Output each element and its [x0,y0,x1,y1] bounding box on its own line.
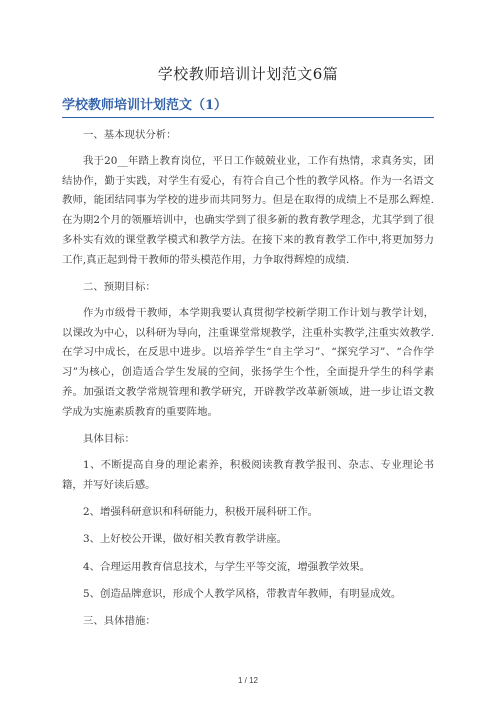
list-item-goal-5: 5、创造品牌意识，形成个人教学风格，带教青年教师，有明显成效。 [83,587,402,600]
section-heading: 学校教师培训计划范文（1） [62,97,434,118]
paragraph-specific-goals-heading: 具体目标： [83,433,135,446]
paragraph-expected-goals-heading: 二、预期目标： [83,281,156,294]
page-number: 1 / 12 [237,676,258,685]
document-body [62,126,434,638]
list-item-goal-4: 4、合理运用教育信息技术，与学生平等交流，增强教学效果。 [83,560,371,573]
paragraph-basic-status-heading: 一、基本现状分析： [83,129,177,141]
paragraph-expected-goals: 作为市级骨干教师，本学期我要认真贯彻学校新学期工作计划与教学计划，以课改为中心，以科研为导向，注重课堂常规教学，注重朴实教学,注重实效教学.在学习中成长，在反思中进步。以培养学生“自主学习”、“探究学习”、“合作学习”为核心，创造适合学生发展的空间，张扬学生个性，全面提升学生的科学素养。加强语文教学常规管理和教学研究，开辟教学改革新领域，进一步让语文教学成为实施素质教育的重要阵地。 [62,306,434,418]
document-title: 学校教师培训计划范文6篇 [157,65,339,83]
list-item-goal-3: 3、上好校公开课，做好相关教育教学讲座。 [83,533,288,546]
paragraph-measures-heading: 三、具体措施： [83,615,156,628]
list-item-goal-2: 2、增强科研意识和科研能力，积极开展科研工作。 [83,506,319,519]
list-item-goal-1: 1、不断提高自身的理论素养，积极阅读教育教学报刊、杂志、专业理论书籍，并写好读后感。 [62,458,434,491]
paragraph-basic-status: 我于20__年踏上教育岗位，平日工作兢兢业业，工作有热情，求真务实，团结协作，勤于实践，对学生有爱心，有符合自己个性的教学风格。作为一名语文教师，能团结同事为学校的进步而共同努力。但是在取得的成绩上不是那么辉煌.在为期2个月的领雁培训中，也确实学到了很多新的教育教学理念，尤其学到了很多朴实有效的课堂教学模式和教学方法。在接下来的教育教学工作中,将更加努力工作,真正起到骨干教师的带头模范作用，力争取得辉煌的成绩. [62,154,434,266]
